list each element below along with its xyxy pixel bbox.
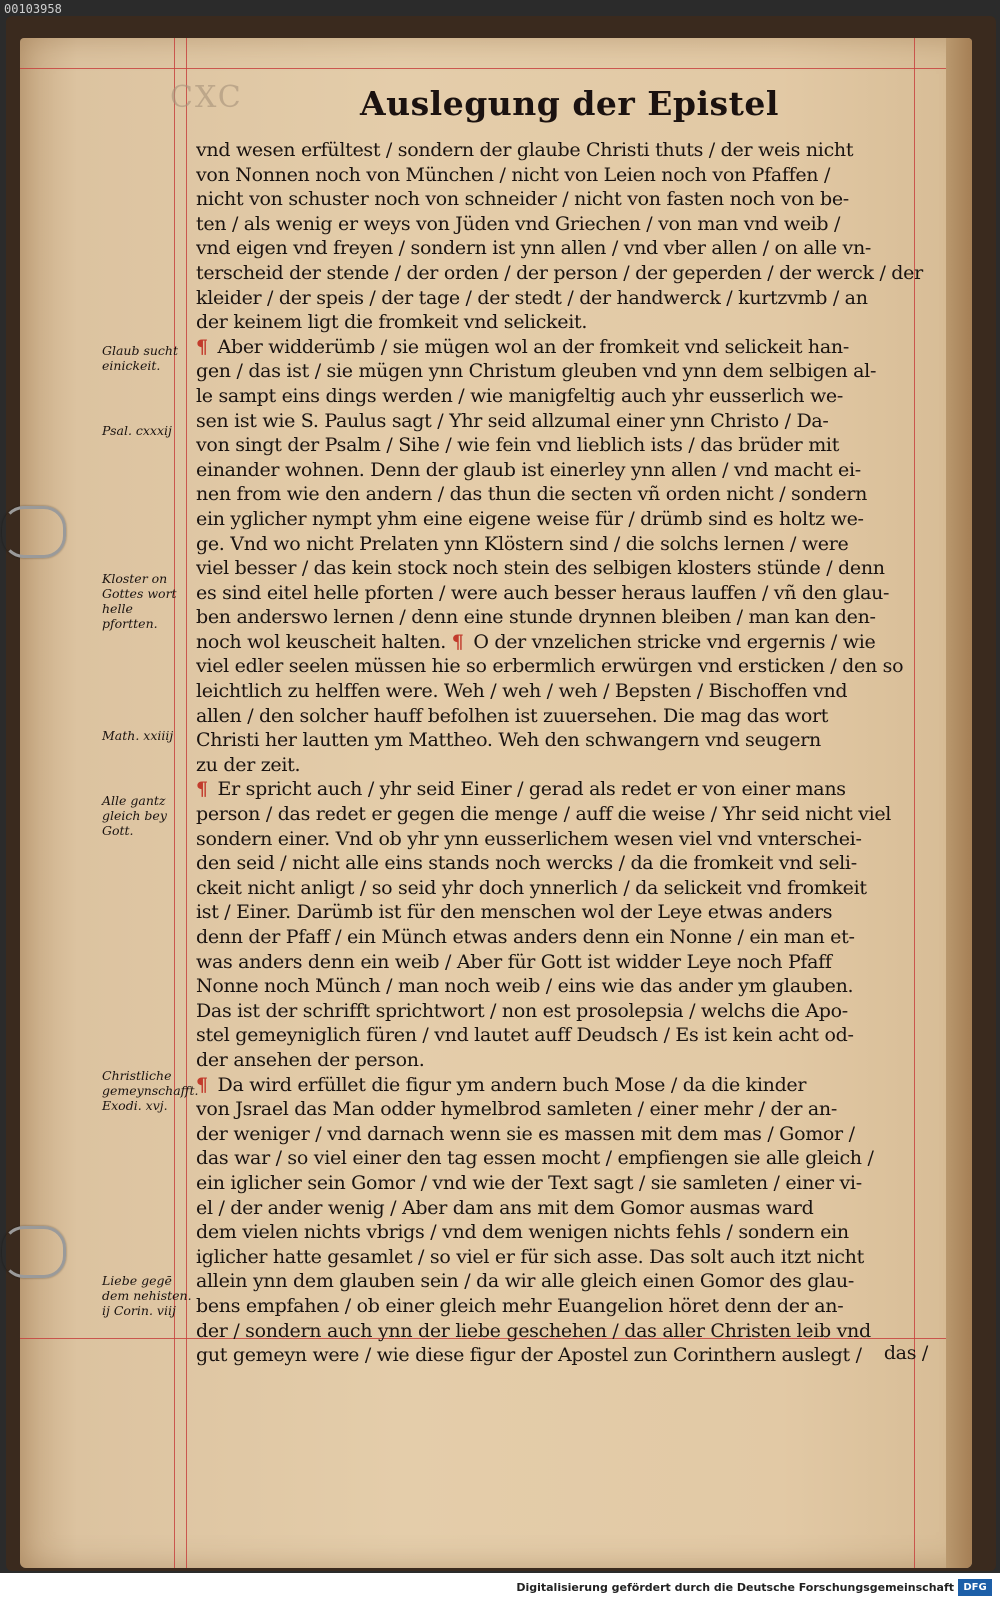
text-line: nen from wie den andern / das thun die secten vñ orden nicht / sondern	[196, 483, 868, 506]
text-line: Nonne noch Münch / man noch weib / eins wie das ander ym glauben.	[196, 975, 854, 998]
ruled-line-top	[20, 68, 946, 69]
text-line: nicht von schuster noch von schneider / nicht von fasten noch von be-	[196, 188, 849, 211]
text-line: noch wol keuscheit halten. ¶ O der vnzelichen stricke vnd ergernis / wie	[196, 630, 876, 653]
text-line: der / sondern auch ynn der liebe geschehen / das aller Christen leib vnd	[196, 1319, 871, 1342]
text-line: gut gemeyn were / wie diese figur der Apostel zun Corinthern auslegt /	[196, 1344, 862, 1367]
text-line: ben anderswo lernen / denn eine stunde drynnen bleiben / man kan den-	[196, 606, 876, 629]
text-line: ¶ Da wird erfüllet die figur ym andern buch Mose / da die kinder	[196, 1073, 807, 1096]
clasp-ring-upper	[2, 506, 66, 558]
text-line: gen / das ist / sie mügen ynn Christum gleuben vnd ynn dem selbigen al-	[196, 360, 877, 383]
text-line: Christi her lautten ym Mattheo. Weh den schwangern vnd seugern	[196, 729, 821, 752]
marginal-gloss-kloster: Kloster on Gottes wort helle pfortten.	[102, 571, 177, 631]
text-line: terscheid der stende / der orden / der person / der geperden / der werck / der	[196, 261, 923, 284]
text-line: ge. Vnd wo nicht Prelaten ynn Klöstern sind / die solchs lernen / were	[196, 532, 849, 555]
text-line: viel edler seelen müssen hie so erbermlich erwürgen vnd ersticken / den so	[196, 655, 904, 678]
text-line: sen ist wie S. Paulus sagt / Yhr seid allzumal einer ynn Christo / Da-	[196, 409, 829, 432]
marginal-gloss-glaub: Glaub sucht einickeit.	[102, 343, 179, 373]
text-line: allein ynn dem glauben sein / da wir alle gleich einen Gomor des glau-	[196, 1270, 854, 1293]
text-line: Das ist der schrifft sprichtwort / non est prosolepsia / welchs die Apo-	[196, 999, 848, 1022]
text-line: der ansehen der person.	[196, 1048, 425, 1071]
text-line: allen / den solcher hauff befolhen ist zuuersehen. Die mag das wort	[196, 704, 829, 727]
text-line: bens empfahen / ob einer gleich mehr Euangelion höret denn der an-	[196, 1294, 844, 1317]
text-line: iglicher hatte gesamlet / so viel er für sich asse. Das solt auch itzt nicht	[196, 1245, 864, 1268]
text-line: ¶ Aber widderümb / sie mügen wol an der fromkeit vnd selickeit han-	[196, 335, 849, 358]
scan-id: 00103958	[4, 2, 62, 16]
text-line: ein yglicher nympt yhm eine eigene weise für / drümb sind es holtz we-	[196, 507, 864, 530]
text-line: leichtlich zu helffen were. Weh / weh / weh / Bepsten / Bischoffen vnd	[196, 680, 848, 703]
book-page	[20, 38, 972, 1568]
clasp-ring-lower	[2, 1226, 66, 1278]
text-line: viel besser / das kein stock noch stein des selbigen klosters stünde / denn	[196, 557, 885, 580]
text-line: vnd eigen vnd freyen / sondern ist ynn allen / vnd vber allen / on alle vn-	[196, 237, 872, 260]
text-line: stel gemeyniglich füren / vnd lautet auff Deudsch / Es ist kein acht od-	[196, 1024, 854, 1047]
marginal-gloss-liebe: Liebe gegē dem nehisten. ij Corin. viij	[102, 1273, 192, 1318]
text-line: von singt der Psalm / Sihe / wie fein vnd lieblich ists / das brüder mit	[196, 434, 840, 457]
facing-page-edge	[946, 38, 972, 1568]
rubric-pilcrow: ¶	[196, 335, 208, 358]
folio-number: CXC	[170, 80, 243, 115]
text-line: den seid / nicht alle eins stands noch wercks / da die fromkeit vnd seli-	[196, 852, 857, 875]
text-line: kleider / der speis / der tage / der stedt / der handwerck / kurtzvmb / an	[196, 286, 868, 309]
text-line: ein iglicher sein Gomor / vnd wie der Text sagt / sie samleten / einer vi-	[196, 1171, 862, 1194]
text-line: el / der ander wenig / Aber dam ans mit dem Gomor ausmas ward	[196, 1196, 814, 1219]
footer-bar	[0, 1573, 1000, 1601]
dfg-logo: DFG	[958, 1579, 992, 1596]
main-text-block	[196, 138, 928, 1368]
text-line: der weniger / vnd darnach wenn sie es massen mit dem mas / Gomor /	[196, 1122, 855, 1145]
marginal-gloss-gemein: Christliche gemeynschafft. Exodi. xvj.	[102, 1068, 199, 1113]
text-line: denn der Pfaff / ein Münch etwas anders denn ein Nonne / ein man et-	[196, 926, 855, 948]
text-line: von Jsrael das Man odder hymelbrod samleten / einer mehr / der an-	[196, 1098, 837, 1121]
text-line: vnd wesen erfültest / sondern der glaube Christi thuts / der weis nicht	[196, 139, 854, 161]
text-line: von Nonnen noch von München / nicht von Leien noch von Pfaffen /	[196, 163, 831, 186]
funding-credit: Digitalisierung gefördert durch die Deutsche Forschungsgemeinschaft	[516, 1581, 954, 1594]
text-line: einander wohnen. Denn der glaub ist einerley ynn allen / vnd macht ei-	[196, 458, 861, 481]
text-line: es sind eitel helle pforten / were auch besser heraus lauffen / vñ den glau-	[196, 581, 890, 604]
text-line: person / das redet er gegen die menge / auff die weise / Yhr seid nicht viel	[196, 803, 892, 826]
text-line: ten / als wenig er weys von Jüden vnd Griechen / von man vnd weib /	[196, 212, 841, 235]
running-head: Auslegung der Epistel	[360, 84, 779, 123]
catchword: das /	[883, 1342, 928, 1364]
rubric-pilcrow: ¶	[196, 1073, 208, 1096]
text-line: ckeit nicht anligt / so seid yhr doch ynnerlich / da selickeit vnd fromkeit	[196, 876, 867, 899]
text-line: ¶ Er spricht auch / yhr seid Einer / gerad als redet er von einer mans	[196, 778, 846, 801]
book-binding	[6, 16, 996, 1571]
marginal-gloss-psalm: Psal. cxxxij	[102, 423, 172, 438]
text-line: sondern einer. Vnd ob yhr ynn eusserlichem wesen viel vnd vnterschei-	[196, 827, 862, 850]
text-line: der keinem ligt die fromkeit vnd selickeit.	[196, 311, 588, 334]
text-line: das war / so viel einer den tag essen mocht / empfiengen sie alle gleich /	[196, 1147, 874, 1170]
text-line: zu der zeit.	[196, 753, 301, 776]
text-line: was anders denn ein weib / Aber für Gott ist widder Leye noch Pfaff	[196, 950, 832, 973]
rubric-pilcrow: ¶	[196, 778, 208, 801]
text-line: dem vielen nichts vbrigs / vnd dem wenigen nichts fehls / sondern ein	[196, 1221, 849, 1244]
text-line: le sampt eins dings werden / wie manigfeltig auch yhr eusserlich we-	[196, 384, 843, 407]
marginal-gloss-gleich: Alle gantz gleich bey Gott.	[102, 793, 167, 838]
marginal-gloss-matthew: Math. xxiiij	[102, 728, 174, 743]
rubric-pilcrow: ¶	[451, 630, 464, 653]
text-line: ist / Einer. Darümb ist für den menschen wol der Leye etwas anders	[196, 901, 833, 924]
